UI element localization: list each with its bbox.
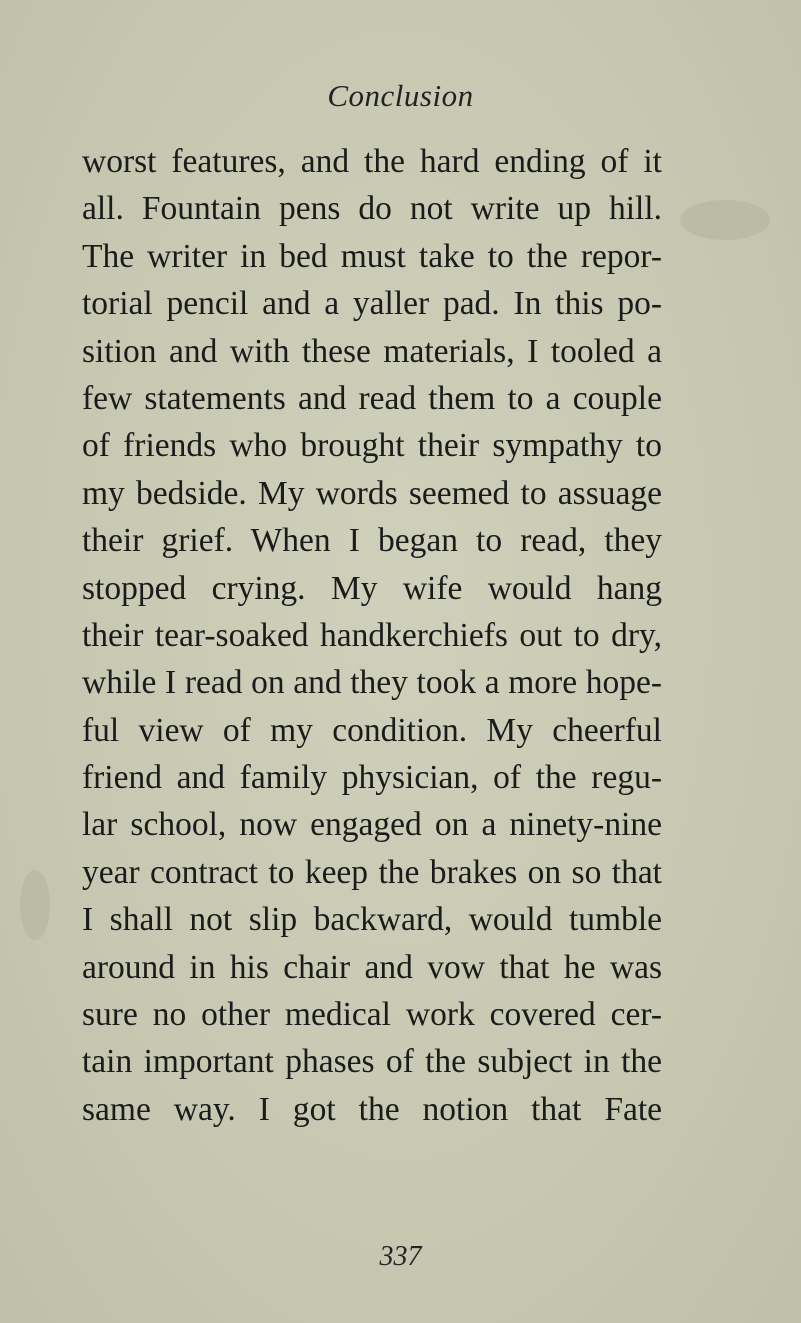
text-line: year contract to keep the brakes on so that	[82, 853, 662, 891]
text-line: I shall not slip backward, would tumble	[82, 901, 662, 939]
text-line: worst features, and the hard ending of it	[82, 143, 662, 180]
running-head: Conclusion	[327, 78, 474, 113]
text-line: tain important phases of the subject in the	[82, 1043, 662, 1081]
text-line: sure no other medical work covered cer-	[82, 996, 662, 1034]
paper-smudge	[20, 870, 50, 940]
text-line: lar school, now engaged on a ninety-nine	[82, 806, 662, 844]
body-text	[82, 138, 662, 1133]
text-line: my bedside. My words seemed to assuage	[82, 474, 662, 512]
text-line: around in his chair and vow that he was	[82, 948, 662, 986]
text-line: of friends who brought their sympathy to	[82, 427, 662, 465]
text-line: their grief. When I began to read, they	[82, 522, 662, 560]
text-line: same way. I got the notion that Fate	[82, 1090, 662, 1128]
text-line: sition and with these materials, I tooled a	[82, 332, 662, 370]
text-line: stopped crying. My wife would hang	[82, 569, 662, 607]
text-line: their tear-soaked handkerchiefs out to dry,	[82, 616, 662, 654]
text-line: torial pencil and a yaller pad. In this po-	[82, 285, 662, 323]
text-line: all. Fountain pens do not write up hill.	[82, 190, 662, 228]
text-line: ful view of my condition. My cheerful	[82, 711, 662, 749]
text-line: friend and family physician, of the regu-	[82, 759, 662, 797]
page-number: 337	[379, 1241, 422, 1272]
text-line: while I read on and they took a more hope-	[82, 664, 662, 702]
text-line: The writer in bed must take to the repor-	[82, 237, 662, 275]
paper-smudge	[680, 200, 770, 240]
text-line: few statements and read them to a couple	[82, 379, 662, 417]
